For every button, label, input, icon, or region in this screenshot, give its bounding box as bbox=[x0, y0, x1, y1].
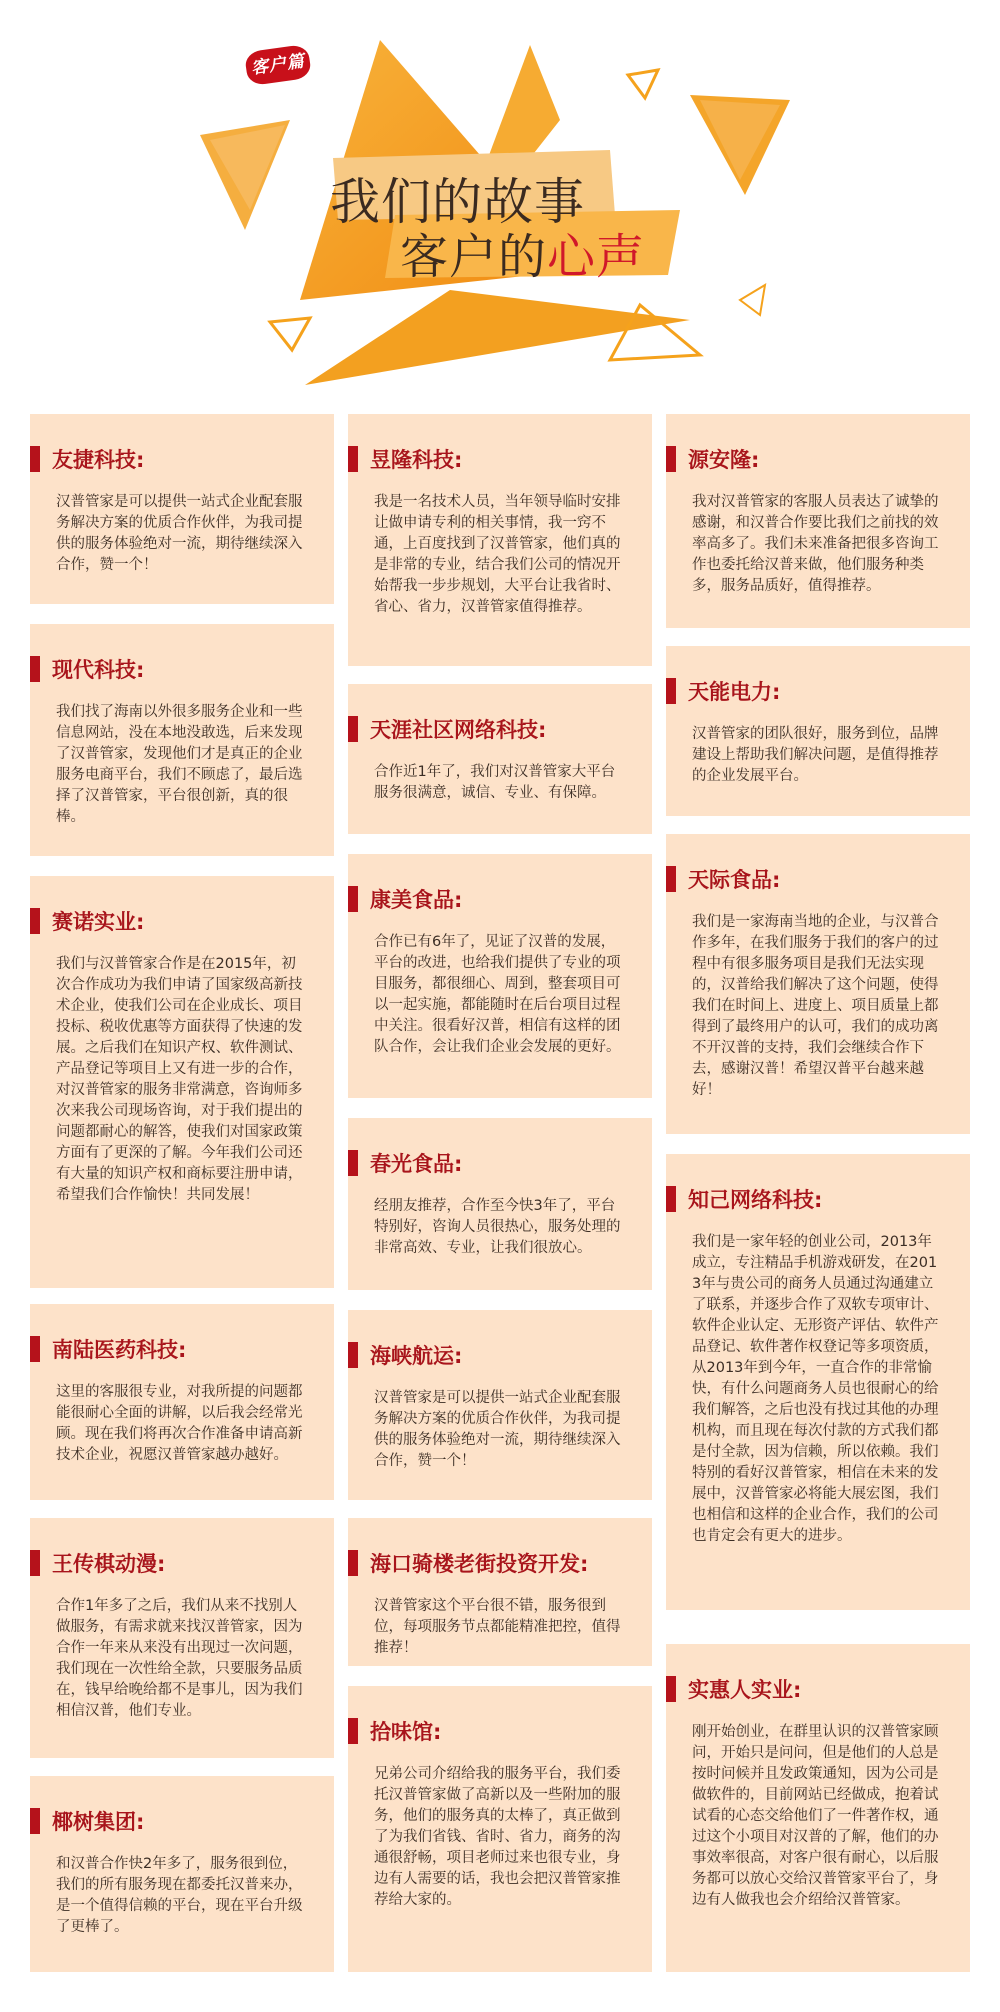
testimonial-card bbox=[348, 854, 652, 1098]
testimonial-card bbox=[666, 414, 970, 628]
title-marker bbox=[30, 908, 40, 934]
card-title: 天能电力: bbox=[666, 678, 944, 704]
card-body: 合作1年多了之后，我们从来不找别人做服务，有需求就来找汉普管家，因为合作一年来从来没有出现过一次问题，我们现在一次性给全款，只要服务品质在，钱早给晚给都不是事儿，因为我们相信汉普，他们专业。 bbox=[56, 1598, 303, 1719]
title-marker bbox=[348, 1718, 358, 1744]
card-title: 源安隆: bbox=[666, 446, 944, 472]
card-title: 天际食品: bbox=[666, 866, 944, 892]
card-body: 我们是一家海南当地的企业，与汉普合作多年，在我们服务于我们的客户的过程中有很多服务项目是我们无法实现的，汉普给我们解决了这个问题，使得我们在时间上、进度上、项目质量上都得到了最终用户的认可，我们的成功离不开汉普的支持，我们会继续合作下去，感谢汉普！希望汉普平台越来越好！ bbox=[692, 914, 939, 1098]
title-marker bbox=[30, 1808, 40, 1834]
testimonial-card bbox=[30, 1304, 334, 1500]
customer-badge: 客户篇 bbox=[244, 44, 312, 87]
page-subtitle bbox=[400, 218, 645, 287]
title-marker bbox=[348, 716, 358, 742]
testimonial-card bbox=[666, 646, 970, 816]
card-body: 我们是一家年轻的创业公司，2013年成立，专注精品手机游戏研发，在2013年与贵公司的商务人员通过沟通建立了联系，并逐步合作了双软专项审计、软件企业认定、无形资产评估、软件产品登记、软件著作权登记等多项资质，从2013年到今年，一直合作的非常愉快，有什么问题商务人员也很耐心的给我们解答，之后也没有找过其他的办理机构，而且现在每次付款的方式我们都是付全款，因为信赖，所以依赖。我们特别的看好汉普管家，相信在未来的发展中，汉普管家必将能大展宏图，我们也相信和这样的企业合作，我们的公司也肯定会有更大的进步。 bbox=[692, 1234, 939, 1544]
testimonial-card bbox=[30, 624, 334, 856]
card-title: 椰树集团: bbox=[30, 1808, 308, 1834]
title-marker bbox=[666, 678, 676, 704]
card-body: 我对汉普管家的客服人员表达了诚挚的感谢，和汉普合作要比我们之前找的效率高多了。我们未来准备把很多咨询工作也委托给汉普来做，他们服务种类多，服务品质好，值得推荐。 bbox=[692, 494, 939, 594]
subtitle-highlight: 心声 bbox=[547, 229, 646, 285]
page-title: 我们的故事 bbox=[330, 173, 585, 231]
card-title: 知己网络科技: bbox=[666, 1186, 944, 1212]
testimonial-card bbox=[348, 414, 652, 666]
subtitle-text: 客户的 bbox=[400, 229, 548, 285]
testimonial-card bbox=[666, 1154, 970, 1610]
title-marker bbox=[666, 1676, 676, 1702]
title-marker bbox=[666, 446, 676, 472]
card-title: 天涯社区网络科技: bbox=[348, 716, 626, 742]
title-marker bbox=[348, 446, 358, 472]
card-title: 春光食品: bbox=[348, 1150, 626, 1176]
title-marker bbox=[30, 1336, 40, 1362]
testimonial-card bbox=[348, 1310, 652, 1500]
card-body: 兄弟公司介绍给我的服务平台，我们委托汉普管家做了高新以及一些附加的服务，他们的服务真的太棒了，真正做到了为我们省钱、省时、省力，商务的沟通很舒畅，项目老师过来也很专业，身边有人需要的话，我也会把汉普管家推荐给大家的。 bbox=[374, 1766, 621, 1908]
card-title: 王传棋动漫: bbox=[30, 1550, 308, 1576]
card-body: 刚开始创业，在群里认识的汉普管家顾问，开始只是问问，但是他们的人总是按时问候并且发政策通知，因为公司是做软件的，目前网站已经做成，抱着试试看的心态交给他们了一件著作权，通过这个小项目对汉普的了解，他们的办事效率很高，对客户很有耐心，以后服务都可以放心交给汉普管家平台了，身边有人做我也会介绍给汉普管家。 bbox=[692, 1724, 939, 1908]
testimonial-card bbox=[30, 1776, 334, 1972]
title-marker bbox=[348, 1342, 358, 1368]
testimonial-card bbox=[666, 834, 970, 1134]
card-body: 我是一名技术人员，当年领导临时安排让做申请专利的相关事情，我一窍不通，上百度找到了汉普管家，他们真的是非常的专业，结合我们公司的情况开始帮我一步步规划，大平台让我省时、省心、省力，汉普管家值得推荐。 bbox=[374, 494, 621, 615]
testimonial-card bbox=[30, 1518, 334, 1758]
testimonial-card bbox=[30, 876, 334, 1288]
title-marker bbox=[666, 866, 676, 892]
card-title: 海口骑楼老街投资开发: bbox=[348, 1550, 626, 1576]
card-body: 汉普管家这个平台很不错，服务很到位，每项服务节点都能精准把控，值得推荐！ bbox=[374, 1598, 621, 1656]
card-body: 汉普管家是可以提供一站式企业配套服务解决方案的优质合作伙伴，为我司提供的服务体验绝对一流，期待继续深入合作，赞一个！ bbox=[374, 1390, 621, 1469]
card-body: 汉普管家是可以提供一站式企业配套服务解决方案的优质合作伙伴，为我司提供的服务体验绝对一流，期待继续深入合作，赞一个！ bbox=[56, 494, 303, 573]
testimonial-card bbox=[348, 684, 652, 834]
card-title: 拾味馆: bbox=[348, 1718, 626, 1744]
testimonial-card bbox=[666, 1644, 970, 1972]
title-marker bbox=[30, 656, 40, 682]
testimonial-card bbox=[30, 414, 334, 604]
testimonial-card bbox=[348, 1686, 652, 1972]
title-marker bbox=[348, 886, 358, 912]
card-body: 我们找了海南以外很多服务企业和一些信息网站，没在本地没敢选，后来发现了汉普管家，发现他们才是真正的企业服务电商平台，我们不顾虑了，最后选择了汉普管家，平台很创新，真的很棒。 bbox=[56, 704, 303, 825]
card-title: 现代科技: bbox=[30, 656, 308, 682]
testimonial-card bbox=[348, 1118, 652, 1290]
card-body: 汉普管家的团队很好，服务到位，品牌建设上帮助我们解决问题，是值得推荐的企业发展平台。 bbox=[692, 726, 939, 784]
card-body: 这里的客服很专业，对我所提的问题都能很耐心全面的讲解，以后我会经常光顾。现在我们将再次合作准备申请高新技术企业，祝愿汉普管家越办越好。 bbox=[56, 1384, 303, 1463]
card-body: 合作已有6年了，见证了汉普的发展，平台的改进，也给我们提供了专业的项目服务，都很细心、周到，整套项目可以一起实施，都能随时在后台项目过程中关注。很看好汉普，相信有这样的团队合作，会让我们企业会发展的更好。 bbox=[374, 934, 621, 1055]
card-title: 赛诺实业: bbox=[30, 908, 308, 934]
card-title: 实惠人实业: bbox=[666, 1676, 944, 1702]
card-title: 友捷科技: bbox=[30, 446, 308, 472]
card-body: 合作近1年了，我们对汉普管家大平台服务很满意，诚信、专业、有保障。 bbox=[374, 764, 616, 801]
card-title: 南陆医药科技: bbox=[30, 1336, 308, 1362]
card-title: 海峡航运: bbox=[348, 1342, 626, 1368]
header-banner bbox=[0, 0, 1000, 400]
title-marker bbox=[666, 1186, 676, 1212]
title-marker bbox=[348, 1550, 358, 1576]
title-marker bbox=[30, 1550, 40, 1576]
card-title: 康美食品: bbox=[348, 886, 626, 912]
card-body: 和汉普合作快2年多了，服务很到位，我们的所有服务现在都委托汉普来办，是一个值得信赖的平台，现在平台升级了更棒了。 bbox=[56, 1856, 303, 1935]
card-body: 我们与汉普管家合作是在2015年，初次合作成功为我们申请了国家级高新技术企业，使我们公司在企业成长、项目投标、税收优惠等方面获得了快速的发展。之后我们在知识产权、软件测试、产品登记等项目上又有进一步的合作，对汉普管家的服务非常满意，咨询师多次来我公司现场咨询，对于我们提出的问题都耐心的解答，使我们对国家政策方面有了更深的了解。今年我们公司还有大量的知识产权和商标要注册申请，希望我们合作愉快！共同发展！ bbox=[56, 956, 303, 1203]
title-marker bbox=[348, 1150, 358, 1176]
card-body: 经朋友推荐，合作至今快3年了，平台特别好，咨询人员很热心，服务处理的非常高效、专业，让我们很放心。 bbox=[374, 1198, 621, 1256]
testimonial-card bbox=[348, 1518, 652, 1666]
card-title: 昱隆科技: bbox=[348, 446, 626, 472]
title-marker bbox=[30, 446, 40, 472]
